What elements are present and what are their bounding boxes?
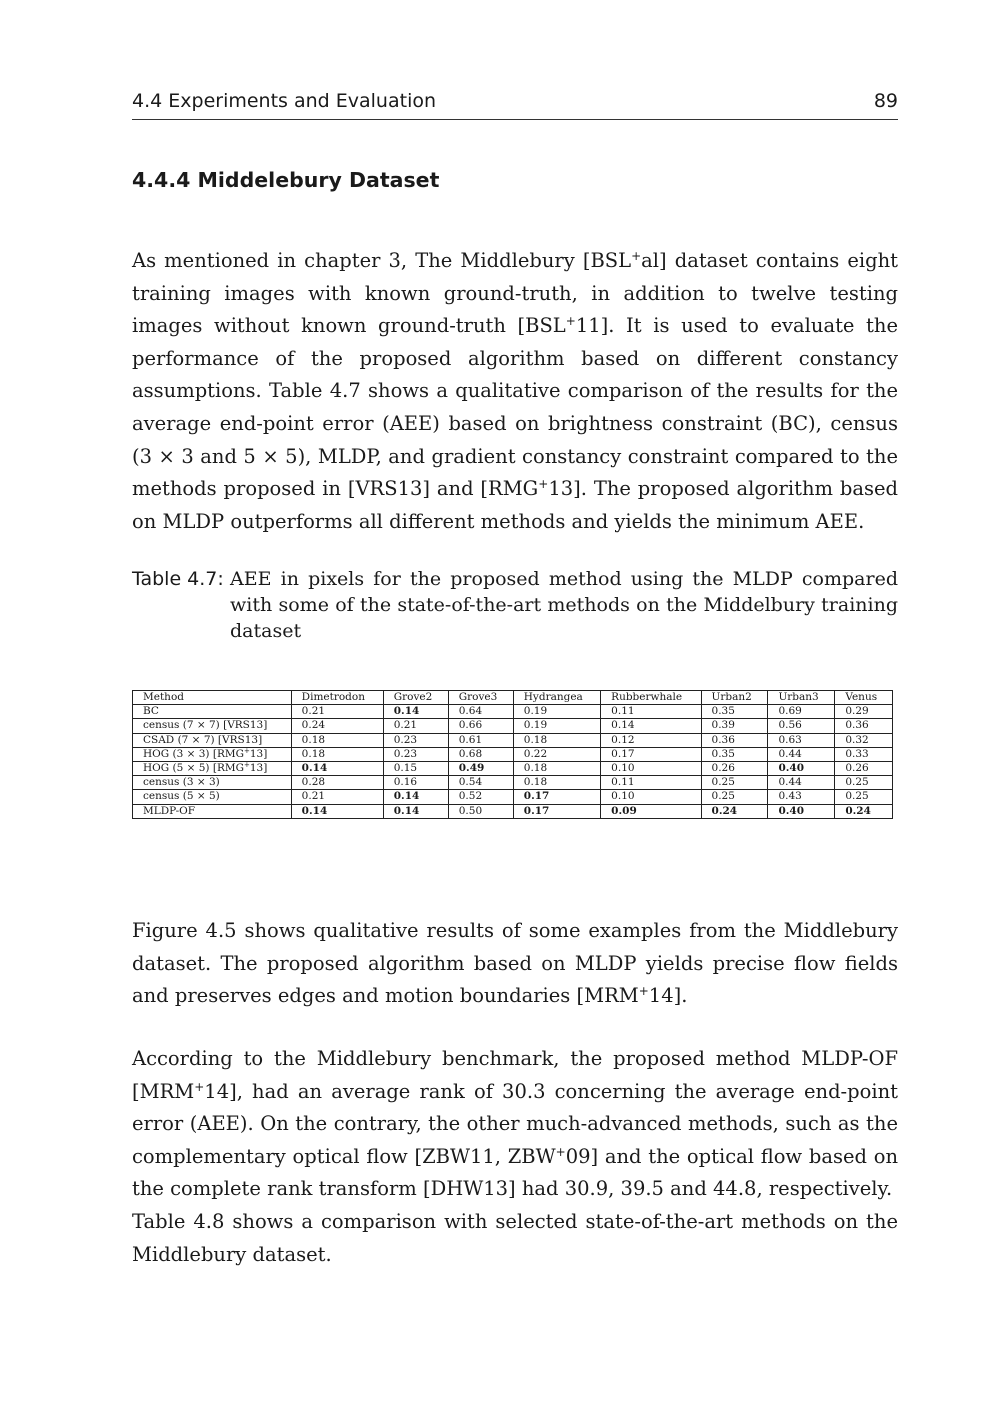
column-header-method: Method (133, 691, 292, 705)
value-cell: 0.26 (701, 762, 768, 776)
column-header-urban3: Urban3 (768, 691, 835, 705)
value-cell: 0.23 (383, 747, 448, 761)
column-header-grove2: Grove2 (383, 691, 448, 705)
value-cell: 0.19 (513, 719, 600, 733)
paragraph-qualitative-results: Figure 4.5 shows qualitative results of some examples from the Middlebury dataset. The proposed algorithm based on MLDP yields precise flow fields and preserves edges and motion boundaries [MRM+14]. (132, 919, 898, 1008)
method-cell: CSAD (7 × 7) [VRS13] (133, 733, 292, 747)
table-row (133, 747, 893, 761)
value-cell: 0.44 (768, 776, 835, 790)
value-cell: 0.21 (291, 790, 383, 804)
value-cell: 0.36 (701, 733, 768, 747)
paragraph-intro: As mentioned in chapter 3, The Middlebury [BSL+al] dataset contains eight training images with known ground-truth, in addition to twelve testing images without known ground-truth [BSL+11]. It is used to evaluate the performance of the proposed algorithm based on different constancy assumptions. Table 4.7 shows a qualitative comparison of the results for the average end-point error (AEE) based on brightness constraint (BC), census (3 × 3 and 5 × 5), MLDP, and gradient constancy constraint compared to the methods proposed in [VRS13] and [RMG+13]. The proposed algorithm based on MLDP outperforms all different methods and yields the minimum AEE. (132, 249, 898, 533)
value-cell: 0.40 (768, 804, 835, 818)
value-cell: 0.28 (291, 776, 383, 790)
running-section-title: 4.4 Experiments and Evaluation (132, 90, 437, 112)
superscript-plus: + (244, 746, 250, 755)
value-cell: 0.23 (383, 733, 448, 747)
superscript-plus: + (638, 984, 649, 999)
method-cell: census (7 × 7) [VRS13] (133, 719, 292, 733)
value-cell: 0.22 (513, 747, 600, 761)
value-cell: 0.14 (291, 762, 383, 776)
value-cell: 0.25 (701, 790, 768, 804)
value-cell: 0.40 (768, 762, 835, 776)
value-cell: 0.10 (601, 790, 701, 804)
table-row (133, 733, 893, 747)
value-cell: 0.17 (513, 804, 600, 818)
value-cell: 0.12 (601, 733, 701, 747)
value-cell: 0.36 (835, 719, 893, 733)
value-cell: 0.66 (448, 719, 513, 733)
section-heading: 4.4.4 Middelebury Dataset (132, 168, 440, 192)
value-cell: 0.14 (383, 790, 448, 804)
table-caption (132, 566, 898, 644)
method-cell: MLDP-OF (133, 804, 292, 818)
method-cell: BC (133, 705, 292, 719)
value-cell: 0.63 (768, 733, 835, 747)
results-table-body (133, 705, 893, 819)
paragraph-benchmark-rank: According to the Middlebury benchmark, the proposed method MLDP-OF [MRM+14], had an average rank of 30.3 concerning the average end-point error (AEE). On the contrary, the other much-advanced methods, such as the complementary optical flow [ZBW11, ZBW+09] and the optical flow based on the complete rank transform [DHW13] had 30.9, 39.5 and 44.8, respectively. Table 4.8 shows a comparison with selected state-of-the-art methods on the Middlebury dataset. (132, 1047, 898, 1266)
value-cell: 0.11 (601, 776, 701, 790)
value-cell: 0.17 (601, 747, 701, 761)
superscript-plus: + (244, 761, 250, 770)
value-cell: 0.25 (835, 790, 893, 804)
value-cell: 0.19 (513, 705, 600, 719)
value-cell: 0.17 (513, 790, 600, 804)
value-cell: 0.54 (448, 776, 513, 790)
value-cell: 0.32 (835, 733, 893, 747)
page-number: 89 (873, 90, 898, 112)
results-table (132, 690, 893, 819)
value-cell: 0.18 (513, 776, 600, 790)
value-cell: 0.52 (448, 790, 513, 804)
value-cell: 0.18 (513, 733, 600, 747)
value-cell: 0.24 (701, 804, 768, 818)
value-cell: 0.25 (835, 776, 893, 790)
value-cell: 0.14 (383, 804, 448, 818)
value-cell: 0.18 (291, 747, 383, 761)
table-caption-label: Table 4.7: (132, 568, 224, 590)
superscript-plus: + (538, 477, 549, 492)
value-cell: 0.15 (383, 762, 448, 776)
column-header-venus: Venus (835, 691, 893, 705)
table-row (133, 705, 893, 719)
superscript-plus: + (555, 1144, 566, 1159)
value-cell: 0.39 (701, 719, 768, 733)
value-cell: 0.33 (835, 747, 893, 761)
table-row (133, 776, 893, 790)
method-cell: census (3 × 3) (133, 776, 292, 790)
table-row (133, 790, 893, 804)
value-cell: 0.29 (835, 705, 893, 719)
value-cell: 0.21 (383, 719, 448, 733)
method-cell: HOG (5 × 5) [RMG+13] (133, 762, 292, 776)
column-header-rubberwhale: Rubberwhale (601, 691, 701, 705)
value-cell: 0.56 (768, 719, 835, 733)
value-cell: 0.49 (448, 762, 513, 776)
results-table-head (133, 691, 893, 705)
column-header-dimetrodon: Dimetrodon (291, 691, 383, 705)
superscript-plus: + (194, 1079, 205, 1094)
value-cell: 0.24 (835, 804, 893, 818)
value-cell: 0.35 (701, 705, 768, 719)
value-cell: 0.50 (448, 804, 513, 818)
column-header-urban2: Urban2 (701, 691, 768, 705)
value-cell: 0.43 (768, 790, 835, 804)
value-cell: 0.11 (601, 705, 701, 719)
value-cell: 0.44 (768, 747, 835, 761)
value-cell: 0.10 (601, 762, 701, 776)
value-cell: 0.21 (291, 705, 383, 719)
value-cell: 0.14 (291, 804, 383, 818)
column-header-grove3: Grove3 (448, 691, 513, 705)
table-caption-text: AEE in pixels for the proposed method using the MLDP compared with some of the state-of-the-art methods on the Middelbury training dataset (230, 568, 898, 642)
value-cell: 0.09 (601, 804, 701, 818)
superscript-plus: + (565, 314, 576, 329)
column-header-hydrangea: Hydrangea (513, 691, 600, 705)
value-cell: 0.18 (513, 762, 600, 776)
value-cell: 0.16 (383, 776, 448, 790)
value-cell: 0.69 (768, 705, 835, 719)
value-cell: 0.24 (291, 719, 383, 733)
table-row (133, 804, 893, 818)
running-header (132, 88, 898, 120)
table-row (133, 762, 893, 776)
value-cell: 0.61 (448, 733, 513, 747)
method-cell: HOG (3 × 3) [RMG+13] (133, 747, 292, 761)
header-row (133, 691, 893, 705)
value-cell: 0.35 (701, 747, 768, 761)
method-cell: census (5 × 5) (133, 790, 292, 804)
value-cell: 0.68 (448, 747, 513, 761)
value-cell: 0.18 (291, 733, 383, 747)
table-row (133, 719, 893, 733)
value-cell: 0.14 (601, 719, 701, 733)
value-cell: 0.25 (701, 776, 768, 790)
value-cell: 0.64 (448, 705, 513, 719)
value-cell: 0.14 (383, 705, 448, 719)
superscript-plus: + (631, 249, 642, 263)
value-cell: 0.26 (835, 762, 893, 776)
